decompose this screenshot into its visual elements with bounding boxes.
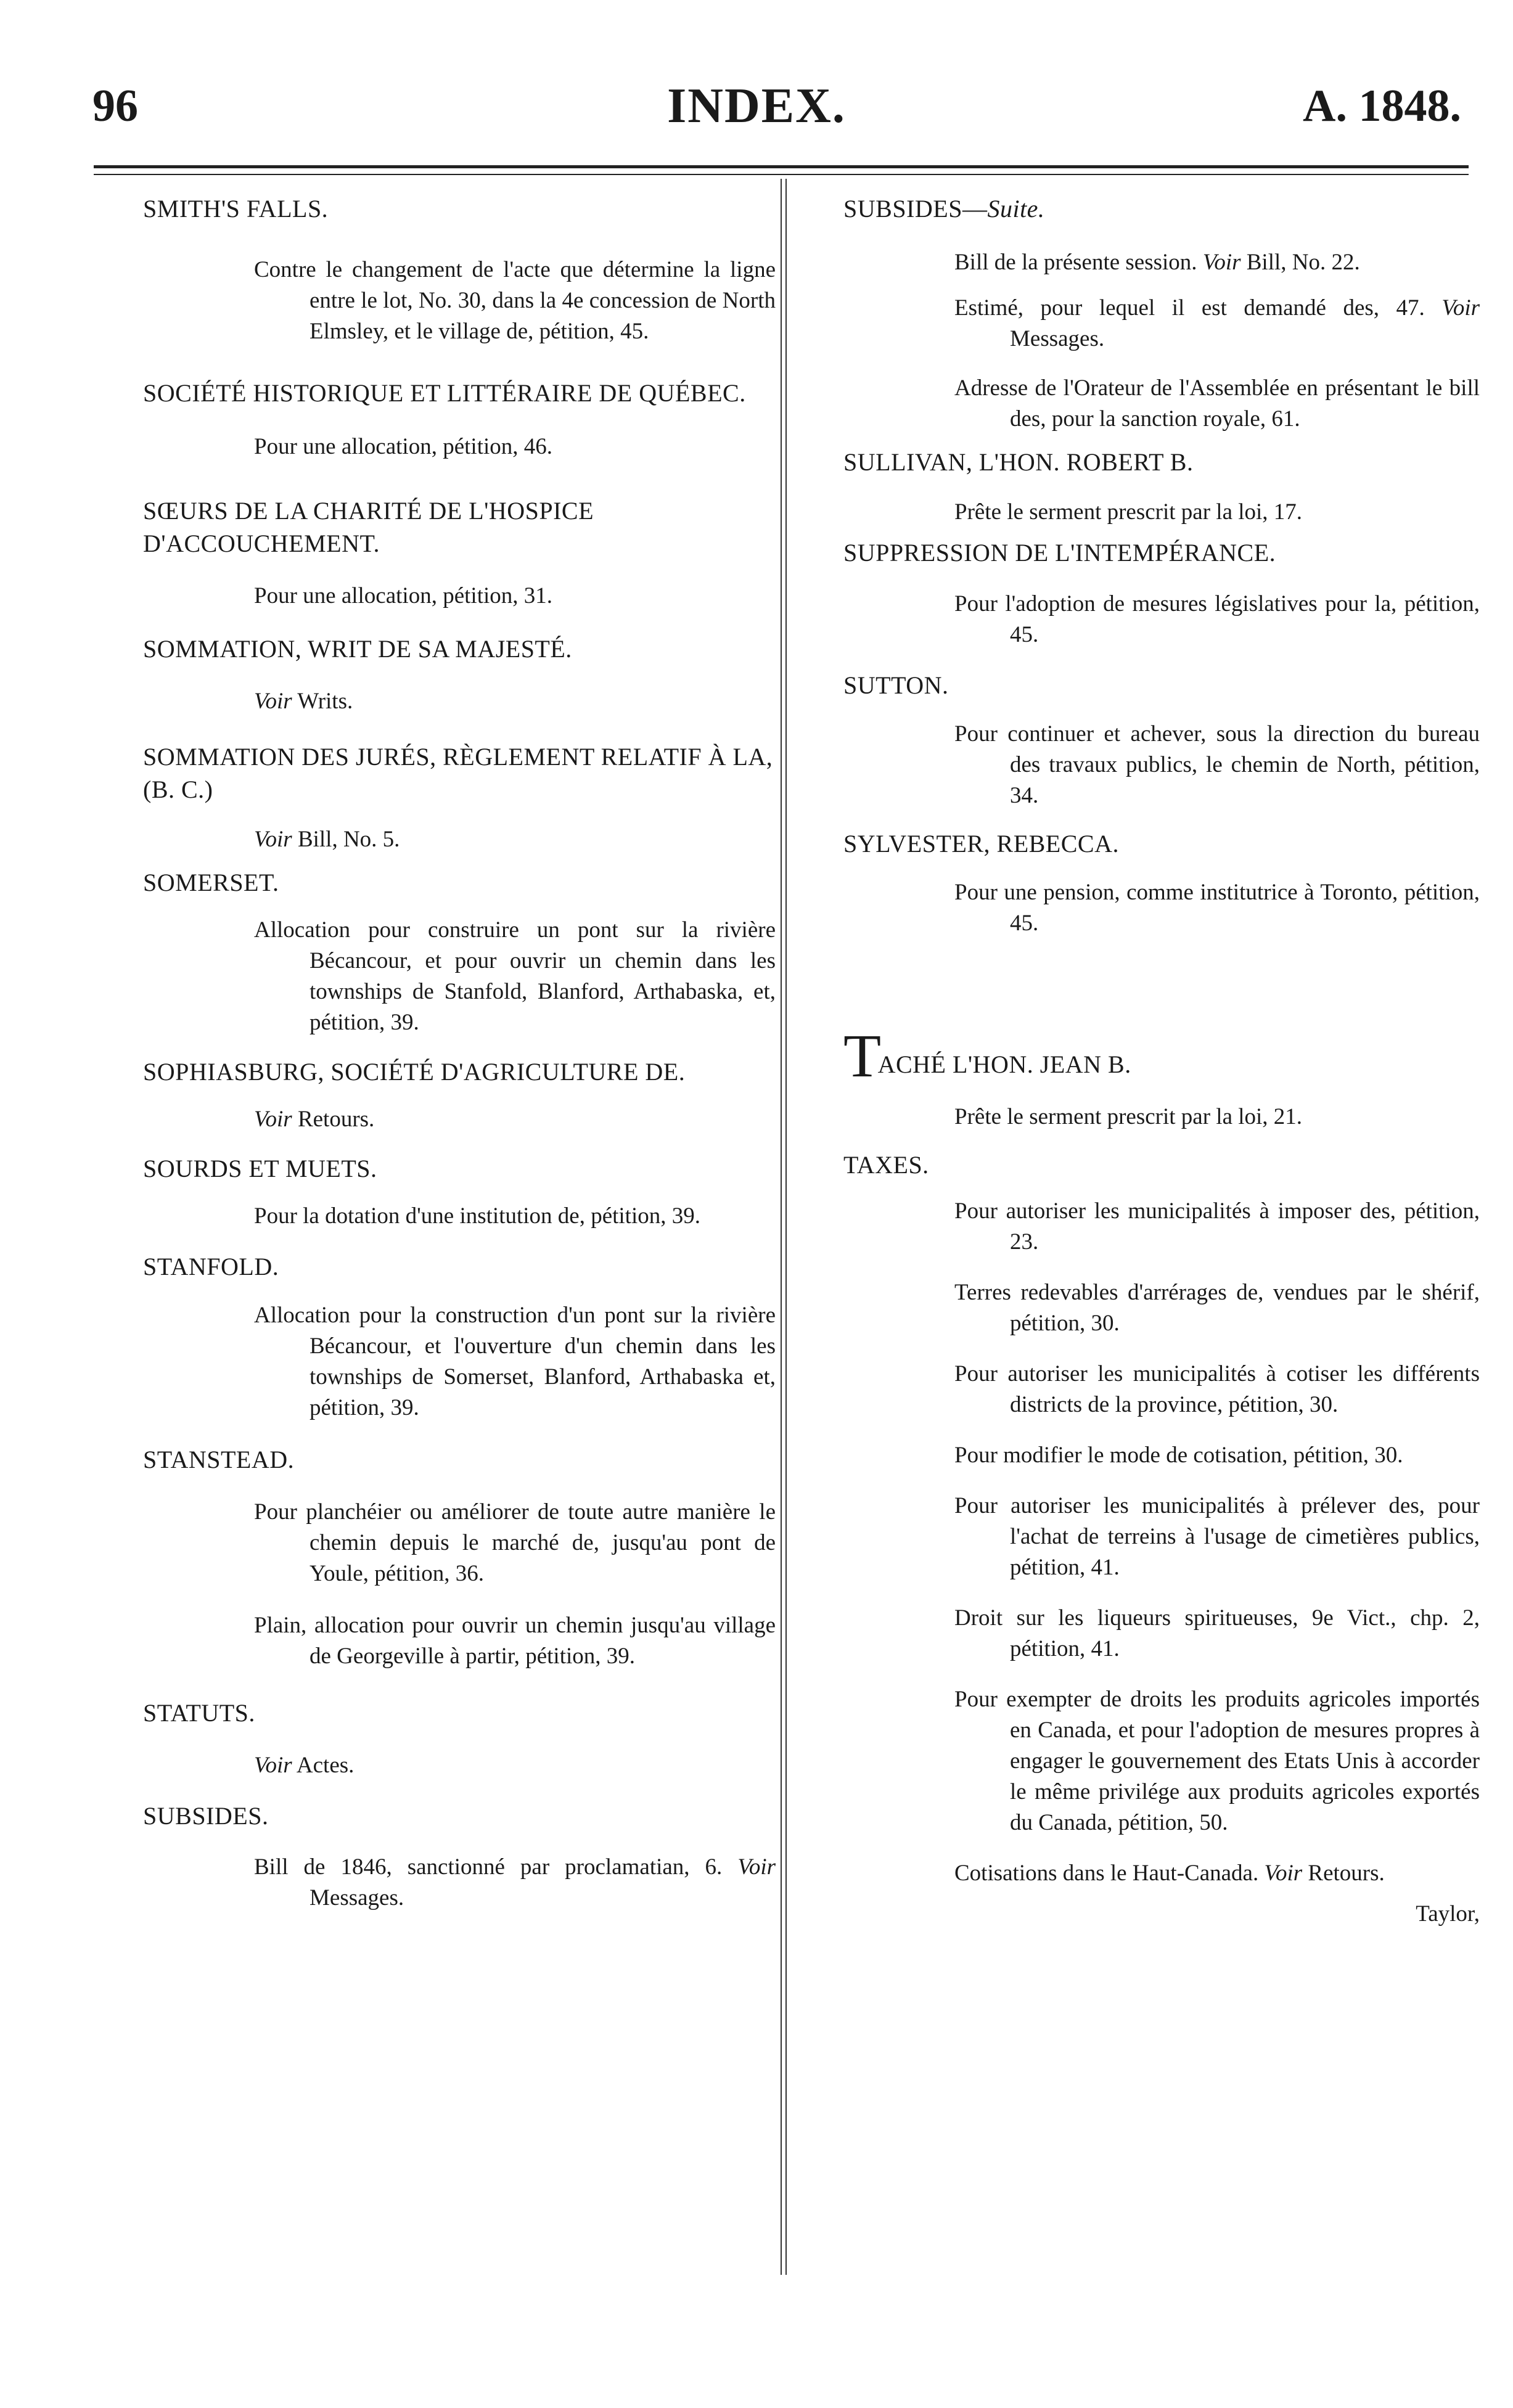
entry-text: Bill, No. 22. — [1240, 250, 1360, 275]
entry-text: Droit sur les liqueurs spiritueuses, 9e Vict., chp. 2, pétition, 41. — [954, 1605, 1480, 1661]
entry-text: Pour exempter de droits les produits agricoles importés en Canada, et pour l'adoption de mesures propres à engager le gouvernement des Etats Unis à accorder le même privilége aux produits agricoles exportés du Canada, pétition, 50. — [954, 1687, 1480, 1835]
entry-text: Adresse de l'Orateur de l'Assemblée en présentant le bill des, pour la sanction royale, 61. — [954, 375, 1480, 432]
index-section — [794, 192, 1480, 225]
index-heading — [794, 192, 1480, 225]
heading-text: SOMERSET. — [143, 869, 279, 896]
index-heading — [794, 1022, 1480, 1090]
index-entry — [954, 1491, 1480, 1583]
index-section — [94, 740, 776, 806]
index-section — [794, 1149, 1480, 1181]
index-entry — [254, 1104, 776, 1135]
index-entry — [254, 1852, 776, 1914]
index-entry — [254, 824, 776, 855]
heading-text: ACHÉ L'HON. JEAN B. — [877, 1050, 1131, 1078]
index-section — [94, 866, 776, 899]
index-entry — [954, 589, 1480, 650]
index-section — [794, 536, 1480, 569]
index-section — [94, 1443, 776, 1476]
heading-text: SUPPRESSION DE L'INTEMPÉRANCE. — [843, 539, 1276, 567]
entry-text: Estimé, pour lequel il est demandé des, 47. — [954, 295, 1442, 321]
entry-text: Plain, allocation pour ouvrir un chemin jusqu'au village de Georgeville à partir, pétition, 39. — [254, 1613, 776, 1669]
index-entry — [954, 293, 1480, 354]
entry-text: Allocation pour construire un pont sur la rivière Bécancour, et pour ouvrir un chemin dans les townships de Stanfold, Blanford, Arthabaska, et, pétition, 39. — [254, 917, 776, 1035]
index-heading — [94, 1250, 776, 1283]
index-section — [94, 1055, 776, 1088]
index-heading — [94, 494, 776, 560]
voir-label: Voir — [254, 827, 292, 852]
index-entry — [954, 719, 1480, 811]
index-entry — [954, 1277, 1480, 1339]
column-divider — [781, 179, 787, 2275]
entry-text: Pour planchéier ou améliorer de toute autre manière le chemin depuis le marché de, jusqu'au pont de Youle, pétition, 36. — [254, 1499, 776, 1586]
entry-text: Pour une allocation, pétition, 46. — [254, 434, 552, 459]
index-entry — [254, 1750, 776, 1781]
entry-text: Contre le changement de l'acte que détermine la ligne entre le lot, No. 30, dans la 4e concession de North Elmsley, et le village de, pétition, 45. — [254, 257, 776, 344]
catchword: Taylor, — [1416, 1901, 1480, 1927]
entry-text: Bill, No. 5. — [292, 827, 400, 852]
voir-label: Voir — [254, 1107, 292, 1132]
index-heading — [794, 669, 1480, 702]
left-column — [94, 192, 776, 1914]
entry-text: Pour autoriser les municipalités à prélever des, pour l'achat de terreins à l'usage de cimetières publics, pétition, 41. — [954, 1493, 1480, 1580]
index-entry — [254, 1201, 776, 1232]
index-section — [94, 494, 776, 560]
entry-text: Pour modifier le mode de cotisation, pétition, 30. — [954, 1443, 1403, 1468]
entry-text: Pour autoriser les municipalités à imposer des, pétition, 23. — [954, 1198, 1480, 1255]
index-entry — [954, 373, 1480, 435]
index-heading — [94, 866, 776, 899]
index-section — [94, 1800, 776, 1832]
voir-label: Voir — [737, 1854, 776, 1880]
index-entry — [954, 1858, 1480, 1889]
entry-text: Writs. — [292, 689, 353, 714]
header-rule-thin — [94, 174, 1469, 175]
index-entry — [254, 915, 776, 1038]
heading-suite: Suite. — [987, 195, 1045, 223]
heading-text: SOURDS ET MUETS. — [143, 1155, 377, 1182]
index-heading — [794, 446, 1480, 478]
page-year: A. 1848. — [1303, 81, 1461, 131]
heading-text: SOCIÉTÉ HISTORIQUE ET LITTÉRAIRE DE QUÉBEC. — [143, 379, 746, 407]
index-section — [94, 1250, 776, 1283]
heading-text: STATUTS. — [143, 1699, 255, 1727]
index-entry — [954, 1440, 1480, 1471]
heading-text: SOMMATION DES JURÉS, RÈGLEMENT RELATIF À LA, (B. C.) — [143, 743, 773, 803]
index-entry — [254, 1497, 776, 1589]
entry-text: Prête le serment prescrit par la loi, 17. — [954, 499, 1303, 525]
entry-text: Pour l'adoption de mesures législatives pour la, pétition, 45. — [954, 591, 1480, 647]
entry-text: Pour une allocation, pétition, 31. — [254, 583, 552, 608]
entry-text: Retours. — [292, 1107, 375, 1132]
index-entry — [954, 1196, 1480, 1258]
entry-text: Messages. — [1010, 326, 1105, 351]
entry-text: Pour autoriser les municipalités à cotiser les différents districts de la province, pétition, 30. — [954, 1361, 1480, 1417]
right-column — [794, 192, 1480, 1930]
heading-text: SUBSIDES. — [143, 1802, 269, 1830]
index-entry — [254, 1300, 776, 1423]
heading-text: SOPHIASBURG, SOCIÉTÉ D'AGRICULTURE DE. — [143, 1058, 686, 1086]
index-entry — [954, 497, 1480, 528]
voir-label: Voir — [254, 689, 292, 714]
index-entry — [254, 686, 776, 717]
heading-text: STANFOLD. — [143, 1253, 279, 1280]
index-entry — [954, 1684, 1480, 1838]
heading-text: SUTTON. — [843, 671, 949, 699]
index-section — [94, 633, 776, 665]
index-heading — [94, 1152, 776, 1185]
index-entry — [954, 877, 1480, 939]
index-heading — [794, 1149, 1480, 1181]
heading-text: SOMMATION, WRIT DE SA MAJESTÉ. — [143, 635, 572, 663]
index-entry — [954, 1359, 1480, 1420]
index-heading — [94, 1697, 776, 1729]
entry-text: Messages. — [310, 1885, 404, 1910]
index-entry — [254, 1610, 776, 1672]
index-section — [94, 377, 776, 409]
drop-cap: T — [843, 1022, 882, 1090]
heading-text: SŒURS DE LA CHARITÉ DE L'HOSPICE D'ACCOUCHEMENT. — [143, 497, 594, 557]
index-section — [94, 192, 776, 225]
index-heading — [94, 1443, 776, 1476]
heading-text: STANSTEAD. — [143, 1446, 295, 1473]
index-entry — [254, 255, 776, 347]
index-heading — [94, 377, 776, 409]
entry-text: Retours. — [1302, 1861, 1385, 1886]
entry-text: Terres redevables d'arrérages de, vendues par le shérif, pétition, 30. — [954, 1280, 1480, 1336]
heading-text: SYLVESTER, REBECCA. — [843, 830, 1119, 858]
index-heading — [94, 192, 776, 225]
voir-label: Voir — [1441, 295, 1480, 321]
heading-text: TAXES. — [843, 1151, 929, 1179]
voir-label: Voir — [1202, 250, 1241, 275]
entry-text: Cotisations dans le Haut-Canada. — [954, 1861, 1265, 1886]
entry-text: Bill de 1846, sanctionné par proclamatian, 6. — [254, 1854, 738, 1880]
entry-text: Prête le serment prescrit par la loi, 21. — [954, 1104, 1303, 1129]
index-section — [794, 669, 1480, 702]
page-title: INDEX. — [667, 79, 846, 133]
entry-text: Actes. — [292, 1753, 355, 1778]
index-heading — [94, 1800, 776, 1832]
index-entry — [954, 1102, 1480, 1132]
entry-text: Bill de la présente session. — [954, 250, 1203, 275]
index-section — [794, 827, 1480, 860]
index-entry — [254, 581, 776, 612]
voir-label: Voir — [1264, 1861, 1303, 1886]
index-heading — [94, 1055, 776, 1088]
heading-text: SULLIVAN, L'HON. ROBERT B. — [843, 448, 1194, 476]
index-entry — [954, 1603, 1480, 1665]
index-section — [794, 1022, 1480, 1090]
index-section — [94, 1152, 776, 1185]
index-section — [94, 1697, 776, 1729]
heading-text: SUBSIDES— — [843, 195, 988, 223]
index-entry — [254, 432, 776, 462]
header-rule-thick — [94, 165, 1469, 168]
index-heading — [94, 740, 776, 806]
index-heading — [794, 536, 1480, 569]
entry-text: Pour continuer et achever, sous la direction du bureau des travaux publics, le chemin de North, pétition, 34. — [954, 721, 1480, 808]
index-heading — [94, 633, 776, 665]
page-header — [0, 0, 1513, 185]
entry-text: Allocation pour la construction d'un pont sur la rivière Bécancour, et l'ouverture d'un chemin dans les townships de Somerset, Blanford, Arthabaska et, pétition, 39. — [254, 1303, 776, 1420]
index-heading — [794, 827, 1480, 860]
heading-text: SMITH'S FALLS. — [143, 195, 329, 223]
page-number: 96 — [92, 81, 138, 131]
index-section — [794, 446, 1480, 478]
entry-text: Pour une pension, comme institutrice à Toronto, pétition, 45. — [954, 880, 1480, 936]
index-entry — [954, 247, 1480, 278]
voir-label: Voir — [254, 1753, 292, 1778]
entry-text: Pour la dotation d'une institution de, pétition, 39. — [254, 1203, 700, 1229]
